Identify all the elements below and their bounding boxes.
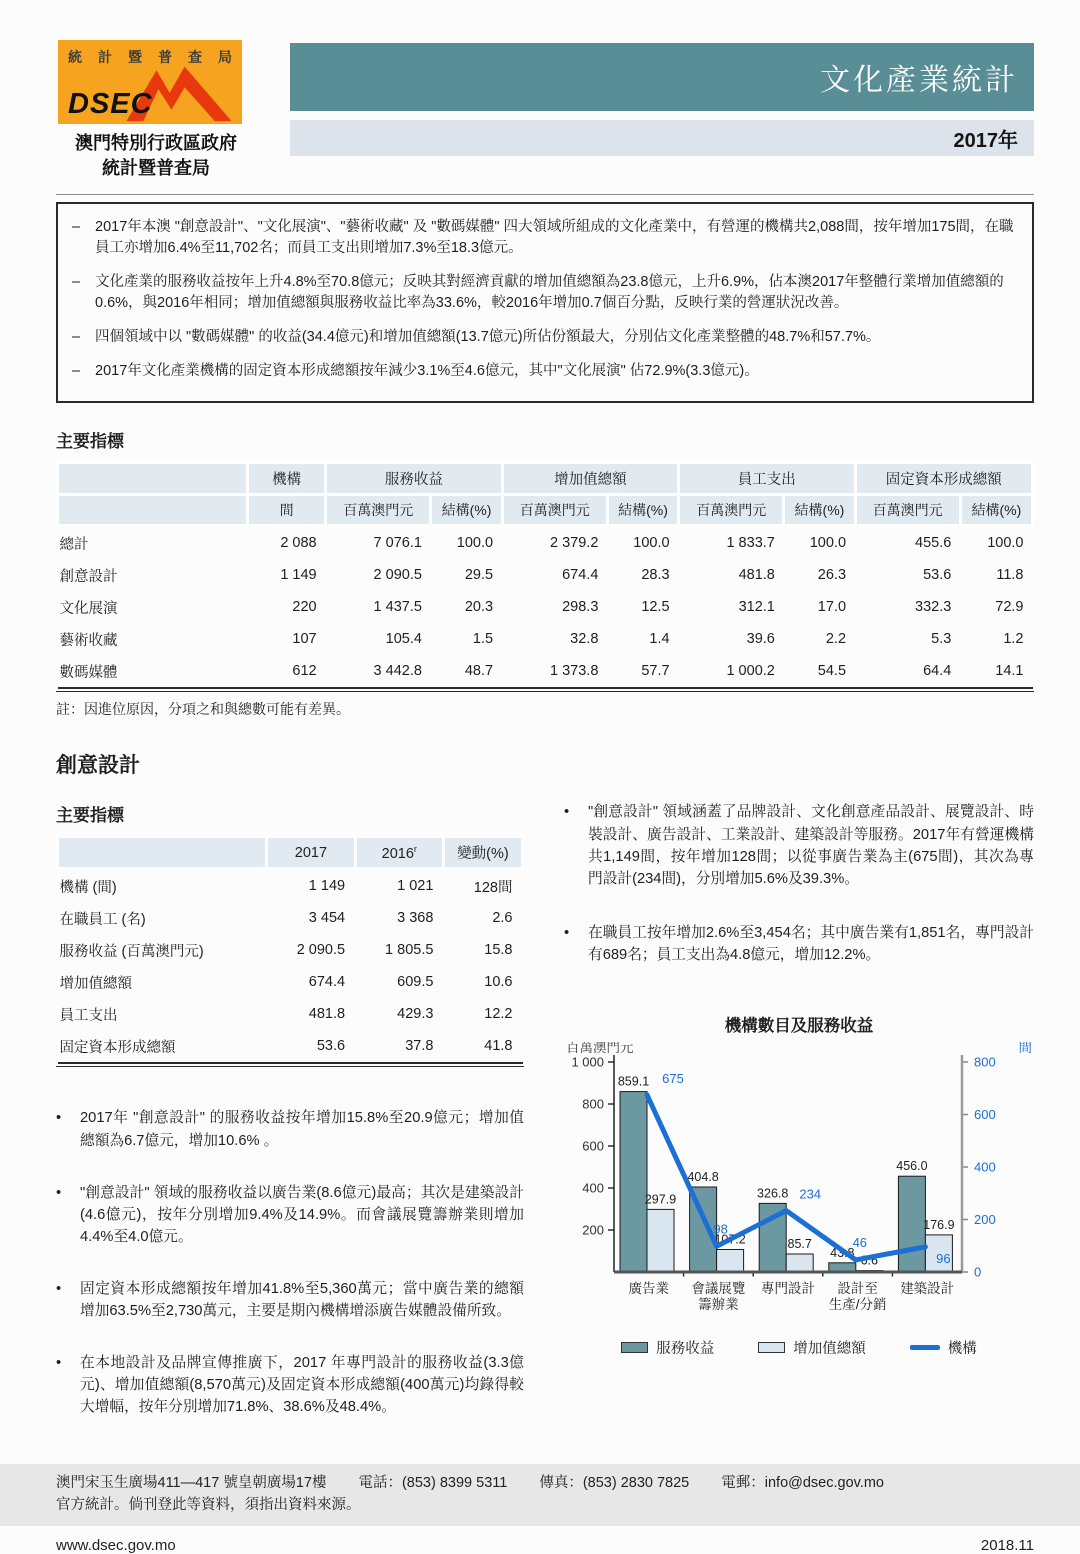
cell: 128間: [473, 879, 513, 896]
category-label: 專門設計: [761, 1280, 815, 1296]
row-label: 文化展演: [59, 600, 118, 617]
legend-label: 增加值總額: [793, 1340, 866, 1357]
cell: 48.7: [464, 663, 494, 680]
sub-header: 百萬澳門元: [502, 495, 607, 526]
cell: 3 442.8: [373, 663, 422, 680]
row-label: 增加值總額: [59, 975, 132, 992]
right-axis-tick-label: 400: [974, 1159, 996, 1175]
row-label: 在職員工 (名): [59, 911, 146, 928]
bullet: [56, 1107, 524, 1151]
cell: 2 379.2: [550, 535, 599, 552]
revision-superscript: r: [413, 844, 417, 855]
bullet-text: 在本地設計及品牌宣傳推廣下，2017 年專門設計的服務收益(3.3億元)、增加值總額(8,570萬元)及固定資本形成總額(400萬元)均錄得較大增幅，按年分別增加71.8%、38.6%及48.4%。: [80, 1354, 524, 1415]
right-axis-unit: 間: [1018, 1041, 1032, 1055]
table-row: [58, 1030, 523, 1063]
summary-box: [56, 202, 1034, 403]
dot-marker: •: [56, 1354, 62, 1371]
cell: 105.4: [385, 631, 422, 648]
government-name-line1: 澳門特別行政區政府: [75, 133, 237, 153]
legend-label: 服務收益: [656, 1340, 715, 1357]
cell: 1 000.2: [726, 663, 775, 680]
bar-service-revenue: [620, 1091, 647, 1271]
cell: 14.1: [995, 663, 1024, 680]
bar-gross-value-added: [647, 1209, 674, 1272]
legend-item-service-revenue: [621, 1337, 714, 1358]
footer-bottom-row: [0, 1526, 1080, 1554]
creative-indicators-table: [56, 835, 524, 1064]
sub-header: 百萬澳門元: [326, 495, 431, 526]
cell: 28.3: [641, 567, 670, 584]
cell: 3 454: [308, 910, 346, 927]
table-note: 註：因進位原因，分項之和與總數可能有差異。: [56, 701, 350, 718]
bullet-text: "創意設計" 領域的服務收益以廣告業(8.6億元)最高；其次是建築設計(4.6億元)，按年分別增加9.4%及14.9%。而會議展覽籌辦業則增加4.4%至4.0億元。: [80, 1184, 524, 1245]
cell: 72.9: [995, 599, 1024, 616]
cell: 298.3: [562, 599, 599, 616]
header-divider: [56, 194, 1034, 195]
line-value-label: 675: [662, 1070, 684, 1086]
publication-title: 文化產業統計: [820, 64, 1018, 97]
row-label: 員工支出: [59, 1007, 118, 1024]
creative-table-wrap: [56, 835, 524, 1067]
cell: 100.0: [633, 535, 670, 552]
bullet: [56, 1182, 524, 1248]
legend-swatch-gross-value-added: [758, 1342, 785, 1353]
header-right: [290, 40, 1034, 181]
bullet: [56, 1278, 524, 1322]
corner-cell: [58, 837, 267, 869]
legend-label: 機構: [947, 1340, 977, 1357]
summary-bullet-text: 文化產業的服務收益按年上升4.8%至70.8億元；反映其對經濟貢獻的增加值總額為23.8億元，上升6.9%，佔本澳2017年整體行業增加值總額的0.6%，與2016年相同；增加值總額與服務收益比率為33.6%，較2016年增加0.7個百分點，反映行業的營運狀況改善。: [95, 274, 1004, 312]
cell: 2 088: [280, 535, 317, 552]
bar-value-label: 6.6: [860, 1253, 878, 1268]
corner-cell: [58, 463, 248, 495]
right-axis-tick-label: 600: [974, 1106, 996, 1122]
cell: 674.4: [308, 974, 346, 991]
corner-cell: [58, 495, 248, 526]
left-axis-tick-label: 200: [582, 1222, 604, 1238]
bar-gross-value-added: [717, 1249, 744, 1272]
right-column: [564, 801, 1034, 1447]
cell: 1 021: [397, 878, 434, 895]
cell: 12.5: [641, 599, 670, 616]
chart-canvas: [564, 1042, 1034, 1320]
page-header: [0, 0, 1080, 181]
logo-bureau-name: 統計暨普查局: [68, 49, 232, 65]
footer-email[interactable]: info@dsec.gov.mo: [764, 1474, 884, 1491]
cell: 11.8: [996, 567, 1024, 584]
footer-address: 澳門宋玉生廣場411—417 號皇朝廣場17樓: [56, 1474, 327, 1491]
left-axis-tick-label: 400: [582, 1180, 604, 1196]
summary-bullet: [72, 361, 1014, 382]
summary-bullet-text: 2017年本澳 "創意設計"、"文化展演"、"藝術收藏" 及 "數碼媒體" 四大領域所組成的文化產業中，有營運的機構共2,088間，按年增加175間，在職員工亦增加6.4%至11,702名；而員工支出則增加7.3%至18.3億元。: [95, 219, 1014, 257]
cell: 1 437.5: [373, 599, 422, 616]
government-name: [56, 131, 256, 181]
bar-value-label: 297.9: [644, 1192, 677, 1207]
main-indicators-table: [56, 461, 1034, 689]
dsec-logo: [58, 40, 242, 124]
left-axis-tick-label: 1 000: [571, 1054, 604, 1070]
cell: 609.5: [397, 974, 434, 991]
category-label: 建築設計: [900, 1280, 955, 1296]
cell: 332.3: [915, 599, 952, 616]
footer-contact-line: [56, 1472, 1034, 1494]
cell: 10.6: [484, 974, 513, 991]
bar-value-label: 859.1: [617, 1074, 650, 1089]
summary-bullet-text: 2017年文化產業機構的固定資本形成總額按年減少3.1%至4.6億元，其中"文化展演" 佔72.9%(3.3億元)。: [95, 363, 759, 380]
footer-email-wrap: [721, 1472, 884, 1494]
year-label: 2017年: [953, 129, 1018, 152]
cell: 612: [292, 663, 317, 680]
bullet: [564, 801, 1034, 889]
cell: 20.3: [464, 599, 494, 616]
cell: 37.8: [405, 1038, 434, 1055]
right-axis-tick-label: 0: [974, 1264, 982, 1280]
main-indicators-heading: 主要指標: [56, 432, 124, 452]
cell: 1 805.5: [385, 942, 434, 959]
section-heading: 創意設計: [56, 754, 140, 778]
bar-gross-value-added: [786, 1254, 813, 1272]
sub-header: 間: [248, 495, 326, 526]
footer-issue-date: 2018.11: [980, 1536, 1034, 1554]
footer-phone: 電話：(853) 8399 5311: [358, 1474, 508, 1491]
footer-website[interactable]: www.dsec.gov.mo: [56, 1536, 176, 1554]
cell: 29.5: [464, 567, 494, 584]
left-axis-tick-label: 600: [582, 1138, 604, 1154]
cell: 674.4: [562, 567, 599, 584]
cell: 2 090.5: [296, 942, 346, 959]
dot-marker: •: [56, 1110, 62, 1127]
summary-bullet: [72, 272, 1014, 314]
col-group-header: 增加值總額: [502, 463, 678, 495]
line-value-label: 96: [936, 1250, 951, 1266]
cell: 100.0: [456, 535, 494, 552]
table-row: [58, 998, 523, 1030]
row-label: 數碼媒體: [59, 664, 118, 681]
right-axis-tick-label: 200: [974, 1211, 996, 1227]
bar-service-revenue: [898, 1176, 925, 1272]
chart-title: 機構數目及服務收益: [724, 1016, 874, 1035]
footer-band: [0, 1464, 1080, 1526]
cell: 64.4: [923, 663, 952, 680]
footer-source-note: 官方統計。倘刊登此等資料，須指出資料來源。: [56, 1497, 361, 1514]
summary-bullet-text: 四個領域中以 "數碼媒體" 的收益(34.4億元)和增加值總額(13.7億元)所佔份額最大，分別佔文化產業整體的48.7%和57.7%。: [95, 329, 881, 346]
line-value-label: 98: [713, 1221, 728, 1237]
col-header-change: 變動(%): [443, 837, 522, 869]
cell: 1.2: [1003, 631, 1024, 648]
cell: 1 833.7: [726, 535, 775, 552]
sub-header: 百萬澳門元: [679, 495, 784, 526]
small-table-heading: 主要指標: [56, 806, 124, 826]
cell: 100.0: [809, 535, 847, 552]
bullet-text: "創意設計" 領域涵蓋了品牌設計、文化創意產品設計、展覽設計、時裝設計、廣告設計、工業設計、建築設計等服務。2017年有營運機構共1,149間，按年增加128間；以從事廣告業為主(675間)，其次為專門設計(234間)，分別增加5.6%及39.3%。: [588, 804, 1034, 887]
cell: 481.8: [738, 567, 775, 584]
category-label: 會議展覽籌辦業: [691, 1280, 746, 1312]
bullet-text: 在職員工按年增加2.6%至3,454名；其中廣告業有1,851名，專門設計有689名；員工支出為4.8億元，增加12.2%。: [588, 924, 1034, 963]
col-group-header: 服務收益: [326, 463, 502, 495]
category-label: 設計至生產/分銷: [828, 1280, 887, 1312]
row-label: 機構 (間): [59, 879, 117, 896]
cell: 17.0: [817, 599, 847, 616]
table-row: [58, 966, 523, 998]
bar-value-label: 107.2: [714, 1232, 746, 1247]
chart-legend: [564, 1337, 1034, 1358]
cell: 54.5: [817, 663, 847, 680]
main-indicators-table-wrap: [56, 461, 1034, 692]
dash-marker: –: [72, 329, 81, 346]
table-row: [58, 902, 523, 934]
sub-header: 結構(%): [784, 495, 855, 526]
cell: 7 076.1: [373, 535, 422, 552]
col-header-2017: 2017: [267, 837, 355, 869]
bar-value-label: 176.9: [923, 1217, 955, 1232]
cell: 107: [292, 631, 317, 648]
table-row: [58, 869, 523, 903]
category-label: 廣告業: [628, 1280, 670, 1296]
sub-header: 結構(%): [607, 495, 678, 526]
bar-value-label: 43.8: [830, 1245, 855, 1260]
bar-value-label: 326.8: [757, 1186, 789, 1201]
table-row: [58, 591, 1033, 623]
sub-header: 結構(%): [431, 495, 502, 526]
table-row: [58, 655, 1033, 688]
cell: 12.2: [484, 1006, 513, 1023]
chart-block: [564, 1012, 1034, 1358]
footer-fax: 傳真：(853) 2830 7825: [539, 1474, 690, 1491]
table-row: [58, 934, 523, 966]
dash-marker: –: [72, 363, 81, 380]
bullet: [56, 1352, 524, 1418]
cell: 2.6: [492, 910, 513, 927]
dash-marker: –: [72, 274, 81, 291]
cell: 53.6: [923, 567, 952, 584]
cell: 2.2: [825, 631, 847, 648]
bar-value-label: 85.7: [787, 1236, 812, 1251]
cell: 429.3: [397, 1006, 434, 1023]
cell: 39.6: [746, 631, 775, 648]
left-axis-unit: 百萬澳門元: [566, 1041, 634, 1055]
line-value-label: 234: [799, 1186, 822, 1202]
bullet-text: 2017年 "創意設計" 的服務收益按年增加15.8%至20.9億元；增加值總額為6.7億元，增加10.6% 。: [80, 1110, 524, 1149]
row-label: 固定資本形成總額: [59, 1039, 176, 1056]
row-label: 總計: [59, 536, 89, 553]
cell: 3 368: [397, 910, 434, 927]
footer-email-label: 電郵：: [721, 1474, 765, 1491]
left-bullets: [56, 1107, 524, 1417]
year-band: [290, 120, 1034, 156]
dot-marker: •: [564, 924, 570, 941]
cell: 15.8: [484, 942, 513, 959]
legend-item-institutions: [910, 1337, 977, 1358]
cell: 312.1: [738, 599, 775, 616]
cell: 26.3: [817, 567, 847, 584]
logo-acronym: DSEC: [68, 88, 153, 120]
publication-title-banner: [290, 43, 1034, 111]
dot-marker: •: [564, 804, 570, 821]
col-group-header: 員工支出: [679, 463, 855, 495]
cell: 1.4: [649, 631, 670, 648]
cell: 2 090.5: [373, 567, 422, 584]
legend-swatch-service-revenue: [621, 1342, 648, 1353]
government-name-line2: 統計暨普查局: [102, 158, 210, 179]
cell: 100.0: [987, 535, 1024, 552]
row-label: 創意設計: [59, 568, 118, 585]
cell: 53.6: [316, 1038, 346, 1055]
dsec-logo-block: [56, 40, 256, 181]
dot-marker: •: [56, 1184, 62, 1201]
table-row: [58, 559, 1033, 591]
cell: 455.6: [915, 535, 952, 552]
bullet-text: 固定資本形成總額按年增加41.8%至5,360萬元；當中廣告業的總額增加63.5%至2,730萬元，主要是期內機構增添廣告媒體設備所致。: [80, 1280, 524, 1319]
summary-bullet: [72, 327, 1014, 348]
cell: 5.3: [931, 631, 952, 648]
cell: 1 373.8: [550, 663, 599, 680]
cell: 57.7: [641, 663, 670, 680]
dot-marker: •: [56, 1280, 62, 1297]
table-row: [58, 526, 1033, 560]
sub-header: 百萬澳門元: [855, 495, 960, 526]
cell: 41.8: [484, 1038, 513, 1055]
line-value-label: 46: [852, 1234, 868, 1250]
summary-bullet: [72, 217, 1014, 259]
col-group-header: 機構: [248, 463, 326, 495]
row-label: 藝術收藏: [59, 632, 118, 649]
dash-marker: –: [72, 219, 81, 236]
cell: 481.8: [308, 1006, 346, 1023]
bullet: [564, 922, 1034, 966]
table-row: [58, 623, 1033, 655]
cell: 1 149: [308, 878, 346, 895]
left-axis-tick-label: 800: [582, 1096, 604, 1112]
bar-value-label: 404.8: [687, 1169, 719, 1184]
cell: 220: [292, 599, 317, 616]
legend-item-gross-value-added: [758, 1337, 866, 1358]
cell: 1 149: [280, 567, 317, 584]
col-group-header: 固定資本形成總額: [855, 463, 1032, 495]
col-header-2016: 2016$^r$: [355, 837, 443, 869]
right-axis-tick-label: 800: [974, 1054, 996, 1070]
sub-header: 結構(%): [960, 495, 1032, 526]
cell: 1.5: [472, 631, 494, 648]
left-column: [56, 801, 524, 1447]
legend-line-swatch-institutions: [910, 1345, 940, 1350]
row-label: 服務收益 (百萬澳門元): [59, 943, 204, 960]
bar-value-label: 456.0: [896, 1158, 928, 1173]
cell: 32.8: [570, 631, 599, 648]
